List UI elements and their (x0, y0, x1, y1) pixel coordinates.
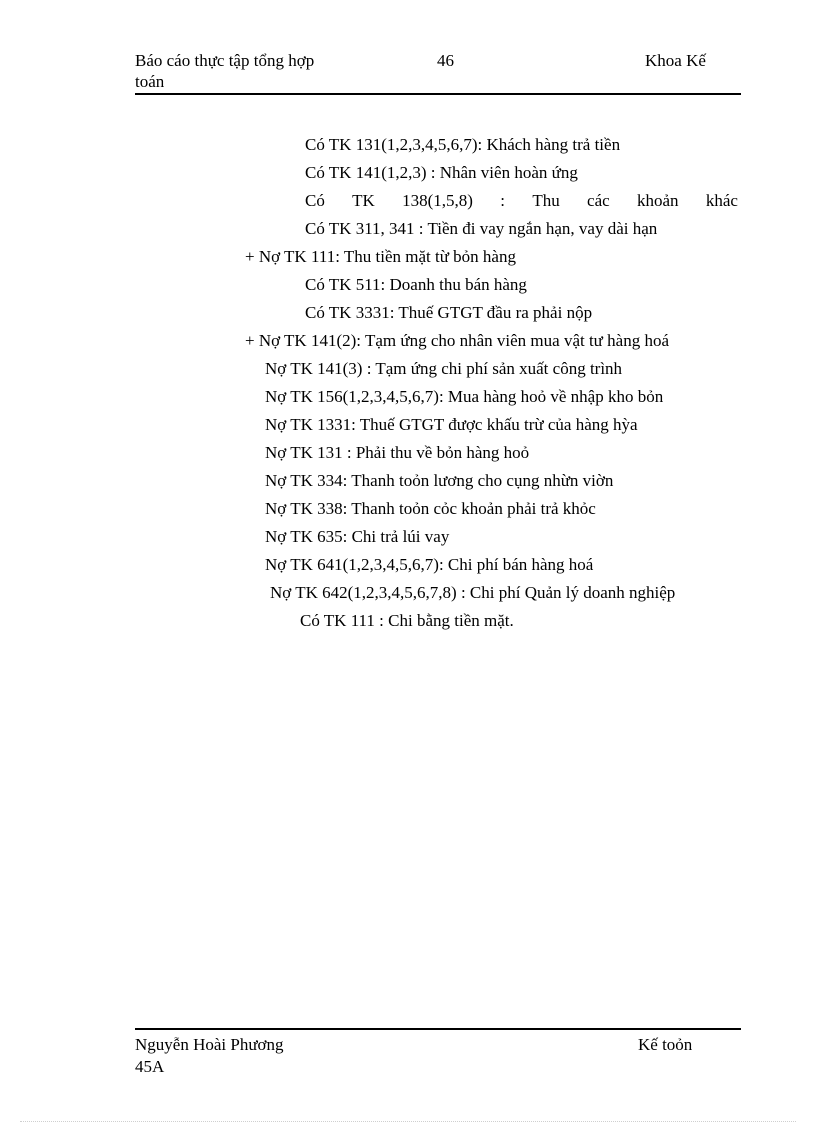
body-line: Nợ TK 334: Thanh toỏn lương cho cụng nhừn viờn (265, 471, 614, 490)
page-bottom-edge (20, 1121, 796, 1122)
body-line: Nợ TK 141(3) : Tạm ứng chi phí sản xuất công trình (265, 359, 623, 378)
body-line: Có TK 141(1,2,3) : Nhân viên hoàn ứng (305, 163, 578, 182)
body-line: Nợ TK 635: Chi trả lúi vay (265, 527, 450, 546)
body-line: Nợ TK 1331: Thuế GTGT được khấu trừ của hàng hỳa (265, 415, 638, 434)
body-line: Có TK 131(1,2,3,4,5,6,7): Khách hàng trả tiền (305, 135, 621, 154)
word: các (587, 191, 610, 210)
footer-department: Kế toỏn (638, 1035, 693, 1054)
body-line: Nợ TK 642(1,2,3,4,5,6,7,8) : Chi phí Quản lý doanh nghiệp (270, 583, 676, 602)
body-line: Có TK 311, 341 : Tiền đi vay ngắn hạn, vay dài hạn (305, 219, 658, 238)
header-rule (135, 93, 741, 95)
body-line: Nợ TK 338: Thanh toỏn cỏc khoản phải trả khỏc (265, 499, 596, 518)
body-line: + Nợ TK 141(2): Tạm ứng cho nhân viên mua vật tư hàng hoá (245, 331, 669, 350)
body-line: + Nợ TK 111: Thu tiền mặt từ bỏn hàng (245, 247, 516, 266)
footer-rule (135, 1028, 741, 1030)
word: Thu (532, 191, 560, 210)
body-line: Có TK 111 : Chi bằng tiền mặt. (300, 611, 514, 630)
body-line-justified (305, 190, 738, 212)
page-number: 46 (437, 51, 454, 70)
header-faculty: Khoa Kế (645, 51, 706, 70)
word: TK (352, 191, 375, 210)
footer-author-line1: Nguyễn Hoài Phương (135, 1035, 284, 1054)
body-line: Nợ TK 641(1,2,3,4,5,6,7): Chi phí bán hàng hoá (265, 555, 594, 574)
word: khác (705, 191, 738, 210)
body-line: Nợ TK 156(1,2,3,4,5,6,7): Mua hàng hoỏ về nhập kho bỏn (265, 387, 664, 406)
word: Có (305, 191, 325, 210)
header-title-line1: Báo cáo thực tập tổng hợp (135, 51, 315, 70)
word: : (500, 191, 506, 210)
word: 138(1,5,8) (402, 191, 473, 210)
body-line: Có TK 3331: Thuế GTGT đầu ra phải nộp (305, 303, 593, 322)
body-line: Có TK 511: Doanh thu bán hàng (305, 275, 527, 294)
header-title-line2: toán (135, 72, 165, 91)
word: khoản (636, 191, 679, 210)
body-line: Nợ TK 131 : Phải thu về bỏn hàng hoỏ (265, 443, 530, 462)
footer-author-line2: 45A (135, 1057, 165, 1076)
